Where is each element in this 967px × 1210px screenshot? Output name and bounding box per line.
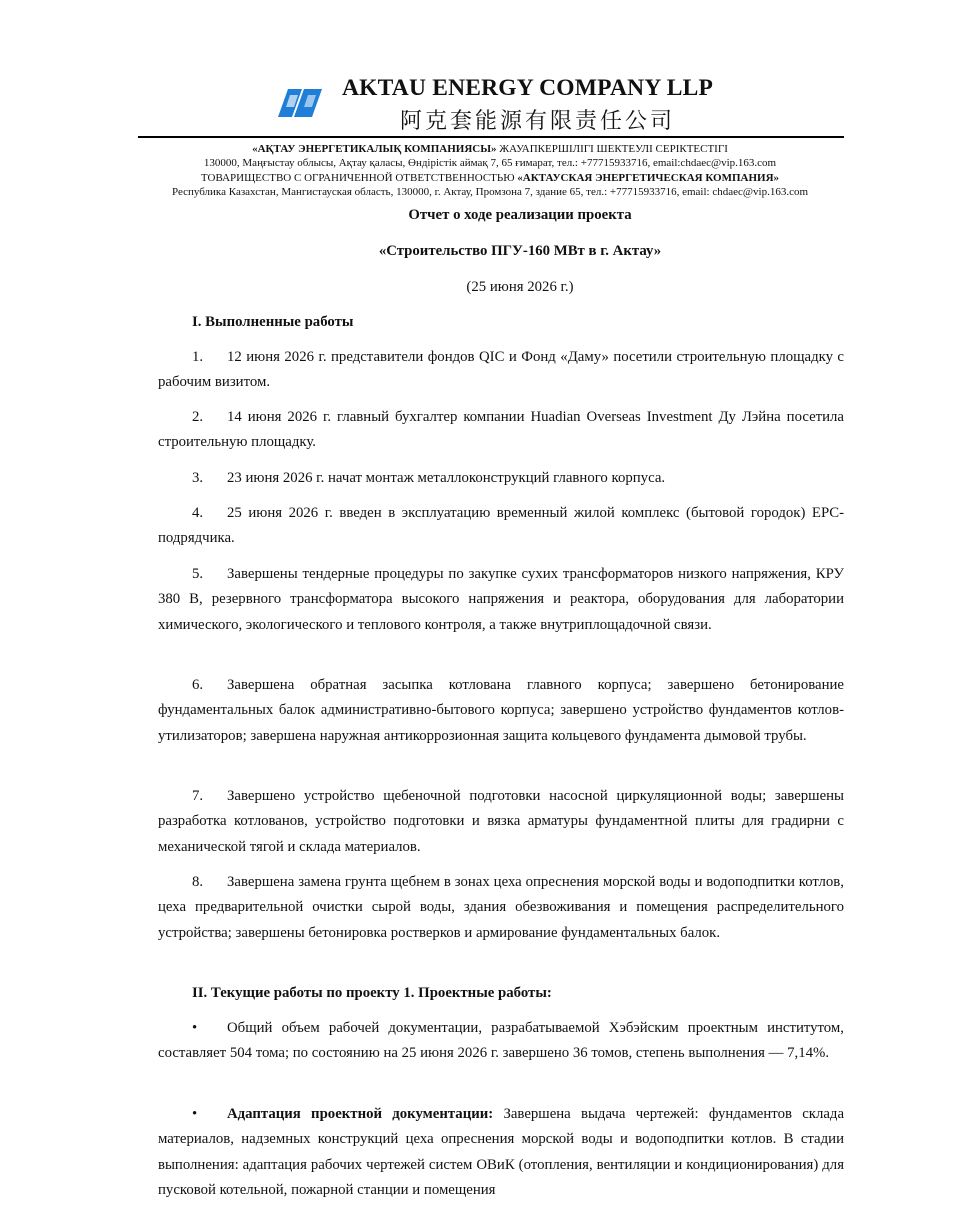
ru-address: Республика Казахстан, Мангистауская область, 130000, г. Актау, Промзона 7, здание 65, тел.: +77715933716, email: chdaec@vip.163.com (171, 185, 809, 198)
bullet-bold-lead: Адаптация проектной документации: (227, 1106, 494, 1122)
kz-company-name (120, 142, 860, 156)
list-item (158, 501, 844, 552)
item-number: 2. (192, 409, 204, 425)
company-name-chinese: 阿克套能源有限责任公司 (400, 109, 676, 134)
letterhead-details (120, 142, 860, 199)
item-text: Завершено устройство щебеночной подготовки насосной циркуляционной воды; завершены разработка котлованов, устройство подготовки и вязка арматуры фундаментной плиты для градирни с механической тягой и склада материалов. (158, 788, 844, 855)
item-text: 14 июня 2026 г. главный бухгалтер компании Huadian Overseas Investment Ду Лэйна посетила строительную площадку. (158, 409, 844, 451)
list-item (158, 562, 844, 638)
report-title: Отчет о ходе реализации проекта (408, 207, 632, 223)
kz-address: 130000, Маңғыстау облысы, Ақтау қаласы, Өндірістік аймақ 7, 65 ғимарат, тел.: +77715933716, email:chdaec@vip.163.com (203, 157, 777, 170)
report-date: (25 июня 2026 г.) (466, 279, 574, 295)
item-number: 3. (192, 470, 204, 486)
ru-name-prefix: ТОВАРИЩЕСТВО С ОГРАНИЧЕННОЙ ОТВЕТСТВЕННОСТЬЮ (200, 171, 518, 184)
bullet-item (158, 1102, 844, 1203)
item-number: 6. (192, 677, 204, 693)
item-number: 4. (192, 505, 204, 521)
item-text: Завершены тендерные процедуры по закупке сухих трансформаторов низкого напряжения, КРУ 380 В, резервного трансформатора высокого напряжения и реактора, оборудования для лаборатории химического, экологического и теплового контроля, а также внутриплощадочной связи. (158, 566, 844, 633)
item-text: Завершена обратная засыпка котлована главного корпуса; завершено бетонирование фундаментальных балок административно-бытового корпуса; завершено устройство фундаментов котлов-утилизаторов; завершена наружная антикоррозионная защита кольцевого фундамента дымовой трубы. (158, 677, 844, 744)
bullet-icon: • (192, 1020, 198, 1036)
item-number: 5. (192, 566, 204, 582)
ru-name-bold: «АКТАУСКАЯ ЭНЕРГЕТИЧЕСКАЯ КОМПАНИЯ» (517, 171, 780, 184)
letterhead-logo-row (276, 75, 736, 137)
ru-company-name (120, 171, 860, 185)
list-item (158, 870, 844, 946)
bullet-icon: • (192, 1106, 198, 1122)
item-number: 8. (192, 874, 204, 890)
bullet-text: Общий объем рабочей документации, разрабатываемой Хэбэйским проектным институтом, составляет 504 тома; по состоянию на 25 июня 2026 г. завершено 36 томов, степень выполнения — 7,14%. (158, 1020, 844, 1062)
list-item (158, 784, 844, 860)
item-text: Завершена замена грунта щебнем в зонах цеха опреснения морской воды и водоподпитки котлов, цеха предварительной очистки сырой воды, здания обезвоживания и помещения распределительного устройства; завершены бетонировка ростверков и армирование фундаментальных балок. (158, 874, 844, 941)
item-text: 12 июня 2026 г. представители фондов QIC и Фонд «Даму» посетили строительную площадку с рабочим визитом. (158, 349, 844, 391)
letterhead-divider (138, 136, 844, 138)
kz-name-bold: «АҚТАУ ЭНЕРГЕТИКАЛЫҚ КОМПАНИЯСЫ» (252, 143, 497, 155)
item-text: 25 июня 2026 г. введен в эксплуатацию временный жилой комплекс (бытовой городок) EPC-подрядчика. (158, 505, 844, 547)
bullet-text: Завершена выдача чертежей: фундаментов склада материалов, надземных конструкций цеха опреснения морской воды и водоподпитки котлов. В стадии выполнения: адаптация рабочих чертежей систем ОВиК (отопления, вентиляции и кондиционирования) для пусковой котельной, пожарной станции и помещения (158, 1106, 845, 1198)
section-heading-completed: I. Выполненные работы (192, 314, 354, 330)
report-project-name: «Строительство ПГУ-160 МВт в г. Актау» (378, 243, 662, 259)
company-name-english: AKTAU ENERGY COMPANY LLP (342, 75, 714, 101)
list-item (158, 345, 844, 396)
item-text: 23 июня 2026 г. начат монтаж металлоконструкций главного корпуса. (227, 470, 666, 486)
item-number: 7. (192, 788, 204, 804)
kz-name-rest: ЖАУАПКЕРШІЛІГІ ШЕКТЕУЛІ СЕРІКТЕСТІГІ (496, 143, 728, 155)
section-heading-current: II. Текущие работы по проекту 1. Проектные работы: (192, 985, 552, 1001)
bullet-item (158, 1016, 844, 1067)
list-item (158, 466, 844, 491)
list-item (158, 405, 844, 456)
company-logo-icon (276, 85, 326, 121)
item-number: 1. (192, 349, 204, 365)
list-item (158, 673, 844, 749)
